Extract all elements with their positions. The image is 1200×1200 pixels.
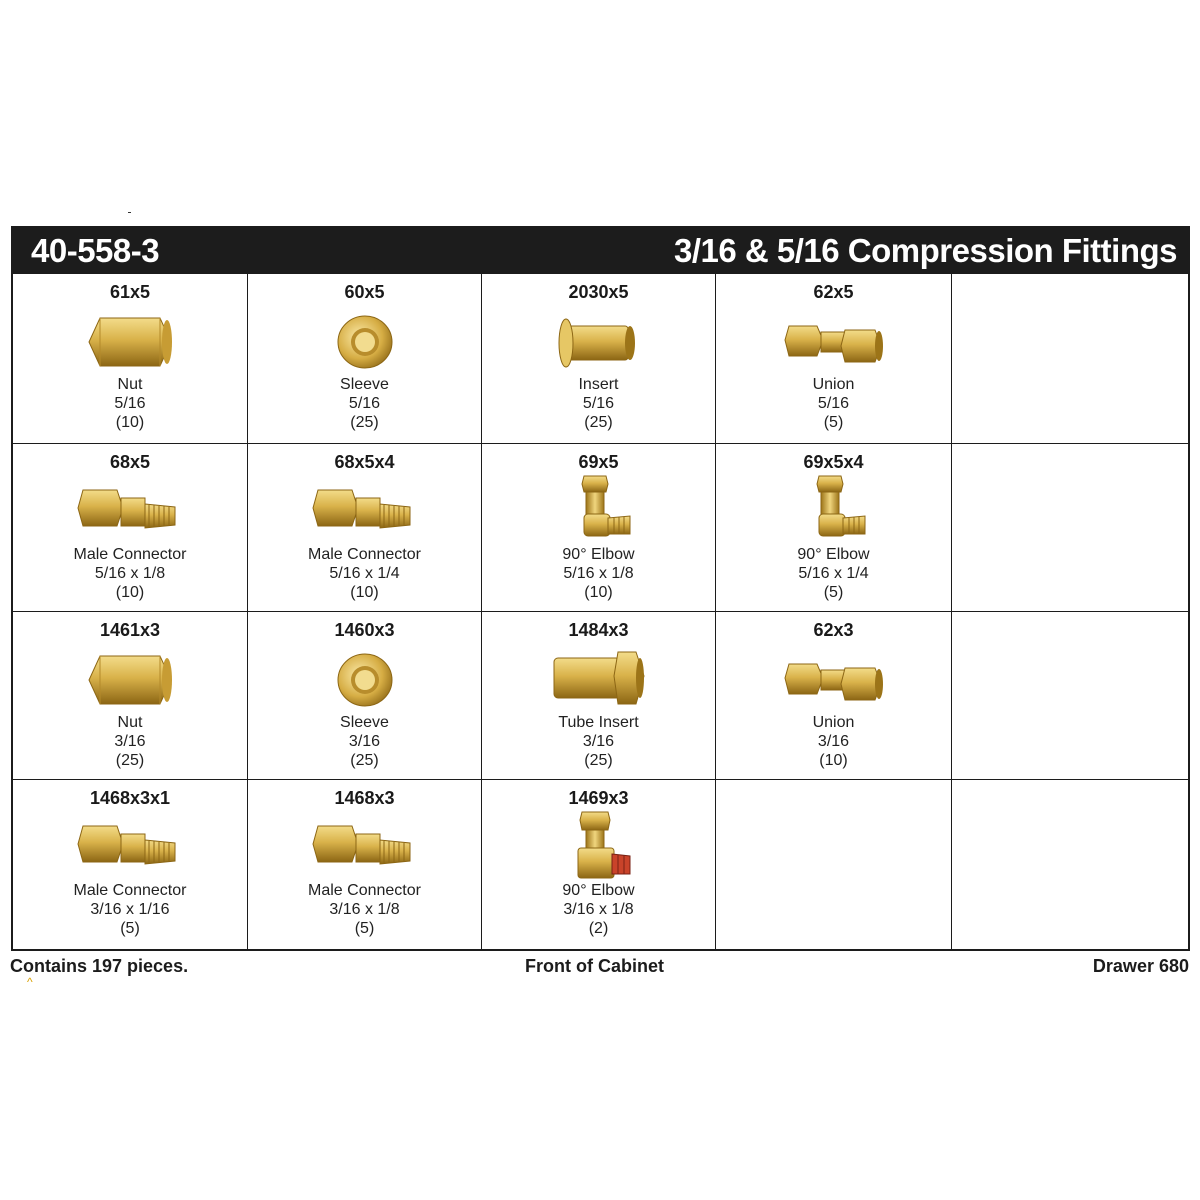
part-quantity: (25) xyxy=(350,414,379,431)
caret-mark: ^ xyxy=(27,975,33,989)
nut-icon xyxy=(75,642,185,718)
part-quantity: (10) xyxy=(115,414,145,431)
piece-count: Contains 197 pieces. xyxy=(10,956,189,976)
part-name: Insert xyxy=(578,376,619,393)
part-name: Union xyxy=(812,376,855,393)
part-size: 5/16 xyxy=(348,395,381,412)
part-number: 62x3 xyxy=(813,620,854,640)
part-size: 5/16 xyxy=(582,395,615,412)
parts-grid xyxy=(11,274,1190,951)
part-size: 5/16 xyxy=(817,395,850,412)
part-quantity: (10) xyxy=(350,584,379,601)
part-description xyxy=(248,881,481,938)
part-description xyxy=(716,375,951,432)
part-number: 60x5 xyxy=(344,282,385,302)
part-size: 3/16 x 1/8 xyxy=(563,901,634,918)
part-number: 1460x3 xyxy=(334,620,395,640)
kit-title: 3/16 & 5/16 Compression Fittings xyxy=(674,232,1177,269)
part-description xyxy=(248,545,481,602)
male-connector-icon xyxy=(310,810,420,886)
union-icon xyxy=(779,642,889,718)
part-cell xyxy=(248,780,482,949)
part-cell xyxy=(482,612,716,780)
part-quantity: (5) xyxy=(354,920,375,937)
part-cell xyxy=(248,274,482,444)
empty-cell xyxy=(716,780,952,949)
part-quantity: (25) xyxy=(584,414,613,431)
part-number: 69x5x4 xyxy=(803,452,864,472)
part-number: 1484x3 xyxy=(568,620,629,640)
part-description xyxy=(13,375,247,432)
part-quantity: (25) xyxy=(584,752,613,769)
part-cell xyxy=(482,780,716,949)
insert-icon xyxy=(544,304,654,380)
part-size: 5/16 x 1/8 xyxy=(563,565,634,582)
sleeve-icon xyxy=(310,642,420,718)
elbow-icon xyxy=(779,474,889,550)
part-size: 3/16 xyxy=(348,733,381,750)
empty-cell xyxy=(952,444,1188,612)
union-icon xyxy=(779,304,889,380)
part-quantity: (5) xyxy=(120,920,140,937)
part-quantity: (25) xyxy=(115,752,145,769)
part-quantity: (5) xyxy=(823,584,844,601)
part-cell xyxy=(13,780,248,949)
part-description xyxy=(13,545,247,602)
part-name: Union xyxy=(812,714,855,731)
part-number: 68x5x4 xyxy=(334,452,395,472)
kit-number: 40-558-3 xyxy=(31,232,160,269)
empty-cell xyxy=(952,612,1188,780)
part-name: Sleeve xyxy=(340,714,389,731)
title-bar xyxy=(11,226,1190,274)
part-description xyxy=(13,881,247,938)
part-size: 3/16 xyxy=(582,733,615,750)
front-of-cabinet-label: Front of Cabinet xyxy=(525,956,664,976)
part-cell xyxy=(13,444,248,612)
part-cell xyxy=(248,444,482,612)
part-size: 3/16 x 1/8 xyxy=(329,901,400,918)
part-quantity: (10) xyxy=(584,584,613,601)
part-cell xyxy=(482,444,716,612)
sleeve-icon xyxy=(310,304,420,380)
part-size: 5/16 x 1/4 xyxy=(329,565,400,582)
part-description xyxy=(716,713,951,770)
part-description xyxy=(482,375,715,432)
male-connector-icon xyxy=(75,810,185,886)
part-description xyxy=(482,545,715,602)
part-number: 2030x5 xyxy=(568,282,629,302)
part-quantity: (2) xyxy=(588,920,609,937)
part-name: Tube Insert xyxy=(558,714,639,731)
part-quantity: (10) xyxy=(115,584,145,601)
part-name: 90° Elbow xyxy=(562,882,635,899)
part-name: Nut xyxy=(117,714,143,731)
tube-insert-icon xyxy=(544,642,654,718)
part-cell xyxy=(13,612,248,780)
part-size: 3/16 xyxy=(114,733,146,750)
drawer-number: Drawer 680 xyxy=(1092,956,1189,976)
part-number: 1461x3 xyxy=(99,620,161,640)
part-number: 1469x3 xyxy=(568,788,629,808)
part-description xyxy=(716,545,951,602)
part-size: 3/16 xyxy=(817,733,850,750)
part-quantity: (10) xyxy=(819,752,848,769)
part-name: Male Connector xyxy=(308,546,421,563)
part-number: 69x5 xyxy=(578,452,619,472)
part-name: Male Connector xyxy=(73,882,187,899)
stray-mark xyxy=(128,212,131,213)
part-cell xyxy=(716,612,952,780)
part-description xyxy=(248,375,481,432)
part-description xyxy=(13,713,247,770)
part-cell xyxy=(716,444,952,612)
elbow-red-icon xyxy=(544,810,654,886)
part-size: 5/16 x 1/8 xyxy=(94,565,166,582)
part-size: 5/16 x 1/4 xyxy=(798,565,869,582)
part-cell xyxy=(13,274,248,444)
part-cell xyxy=(716,274,952,444)
empty-cell xyxy=(952,274,1188,444)
part-cell xyxy=(248,612,482,780)
part-size: 3/16 x 1/16 xyxy=(90,901,170,918)
male-connector-icon xyxy=(310,474,420,550)
part-description xyxy=(482,713,715,770)
part-number: 1468x3 xyxy=(334,788,395,808)
part-name: Male Connector xyxy=(73,546,187,563)
part-number: 1468x3x1 xyxy=(89,788,171,808)
empty-cell xyxy=(952,780,1188,949)
part-cell xyxy=(482,274,716,444)
male-connector-icon xyxy=(75,474,185,550)
nut-icon xyxy=(75,304,185,380)
part-name: Nut xyxy=(117,376,143,393)
part-number: 68x5 xyxy=(109,452,151,472)
part-quantity: (5) xyxy=(823,414,844,431)
part-quantity: (25) xyxy=(350,752,379,769)
part-name: Male Connector xyxy=(308,882,421,899)
part-size: 5/16 xyxy=(114,395,146,412)
part-name: Sleeve xyxy=(340,376,389,393)
part-name: 90° Elbow xyxy=(562,546,635,563)
elbow-icon xyxy=(544,474,654,550)
part-description xyxy=(482,881,715,938)
part-number: 61x5 xyxy=(109,282,151,302)
part-number: 62x5 xyxy=(813,282,854,302)
part-name: 90° Elbow xyxy=(797,546,870,563)
part-description xyxy=(248,713,481,770)
